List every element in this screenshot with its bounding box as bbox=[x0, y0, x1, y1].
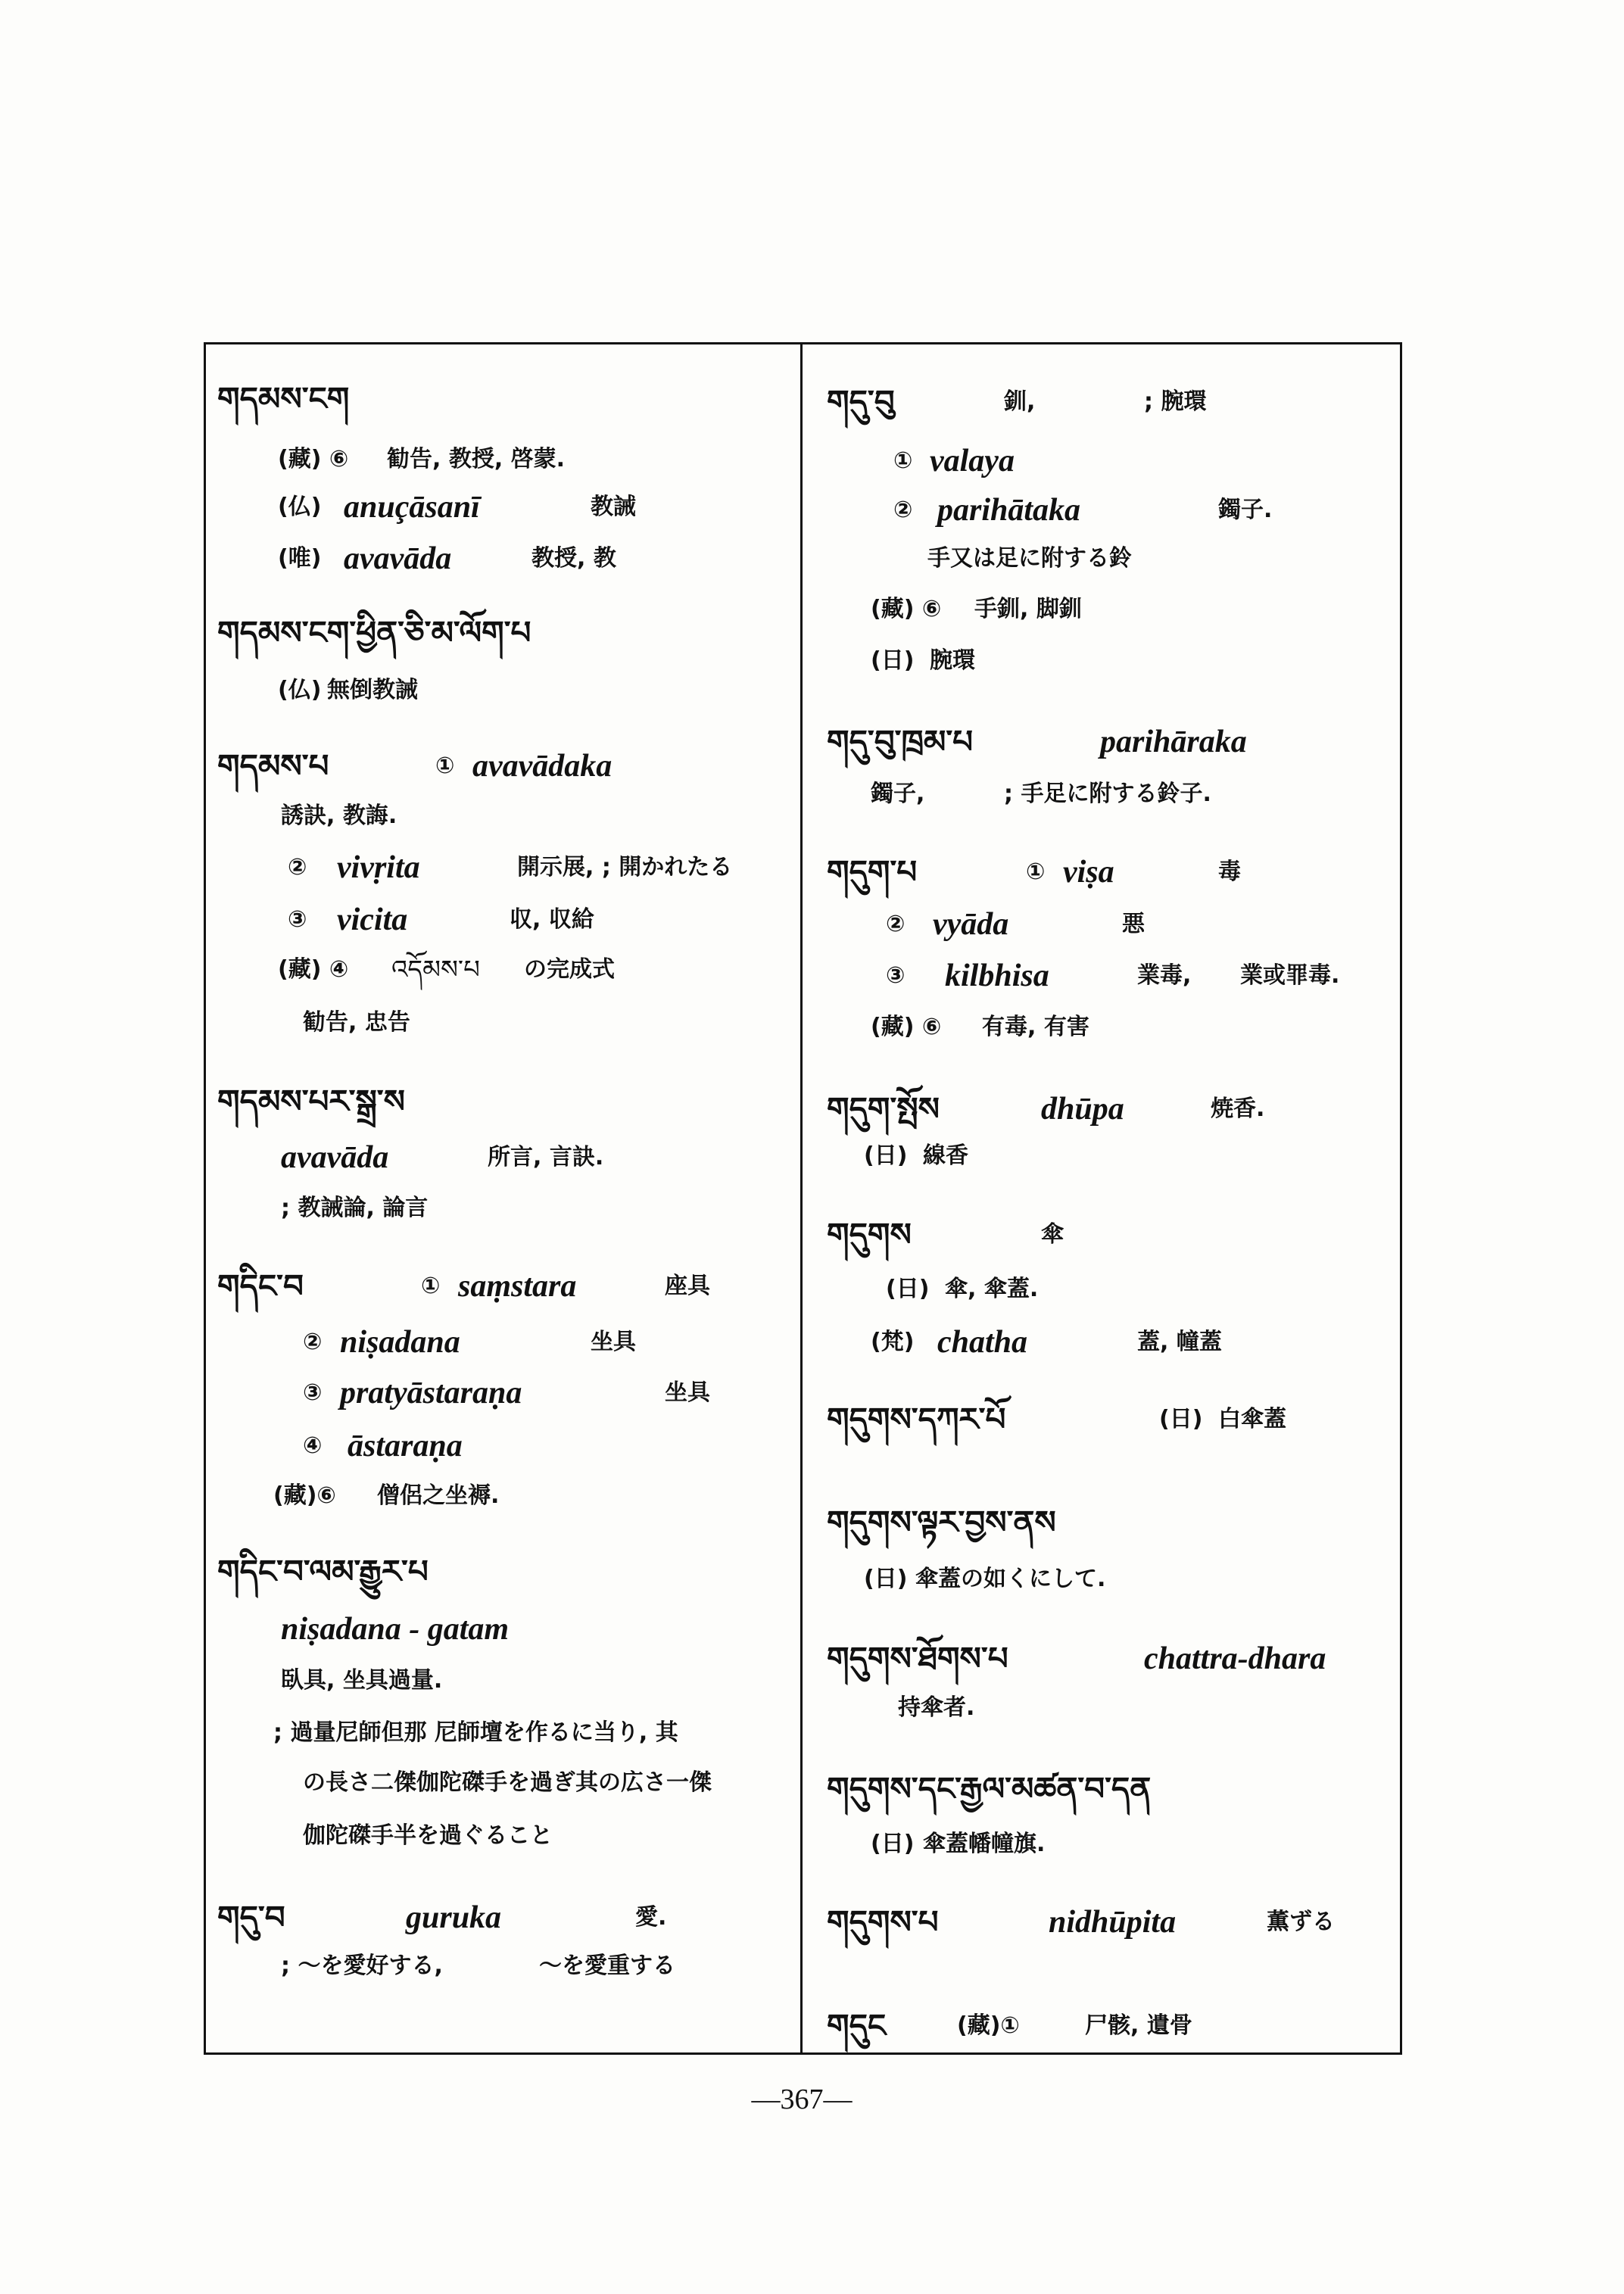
japanese-gloss: 開示展, ; 開かれたる bbox=[517, 854, 733, 881]
japanese-gloss: 愛. bbox=[635, 1904, 667, 1931]
sense-number: ② bbox=[893, 497, 913, 523]
sanskrit-term: nidhūpita bbox=[1049, 1905, 1177, 1940]
entry-headword: གདུ་བུ་ཁྲམ་པ bbox=[827, 723, 974, 760]
right-column bbox=[804, 344, 1400, 2052]
japanese-gloss: 毒 bbox=[1218, 859, 1241, 885]
sanskrit-term: valaya bbox=[930, 444, 1015, 478]
source-label: (日) bbox=[864, 1566, 908, 1592]
source-label: (日) bbox=[871, 647, 915, 674]
japanese-gloss: 座具 bbox=[665, 1273, 710, 1299]
entry-headword: གདམས་ངག་ཕྱིན་ཅི་མ་ལོག་པ bbox=[217, 614, 531, 651]
source-label: (日) bbox=[871, 1831, 915, 1857]
entry-headword: གདམས་ངག bbox=[217, 380, 350, 417]
japanese-gloss: 僧侶之坐褥. bbox=[377, 1482, 500, 1509]
sense-number: ① bbox=[435, 753, 455, 779]
japanese-gloss: 教誡 bbox=[591, 494, 636, 520]
japanese-gloss: 伽陀磔手半を過ぐること bbox=[303, 1822, 553, 1849]
japanese-gloss: 腕環 bbox=[930, 647, 975, 674]
japanese-gloss: 蓋, 幢蓋 bbox=[1137, 1329, 1222, 1355]
source-label: (梵) bbox=[871, 1329, 915, 1355]
japanese-gloss: 手又は足に附する鈴 bbox=[927, 545, 1132, 572]
sanskrit-term: avavāda bbox=[281, 1140, 389, 1175]
japanese-gloss: 白傘蓋 bbox=[1218, 1406, 1286, 1432]
sanskrit-term: niṣadana - gatam bbox=[281, 1612, 510, 1647]
sanskrit-term: dhūpa bbox=[1041, 1092, 1124, 1127]
japanese-gloss: 持傘者. bbox=[898, 1694, 975, 1721]
entry-headword: གདུག་སྤོས bbox=[827, 1090, 940, 1127]
page-number: —367— bbox=[751, 2084, 853, 2115]
sense-number: ④ bbox=[303, 1432, 323, 1459]
sanskrit-term: saṃstara bbox=[458, 1269, 577, 1304]
entry-headword: གདུགས་པ bbox=[827, 1903, 939, 1940]
sanskrit-term: parihāraka bbox=[1100, 725, 1247, 759]
source-label: (仏) bbox=[278, 677, 322, 703]
japanese-gloss: 収, 収給 bbox=[510, 906, 594, 933]
japanese-gloss: 坐具 bbox=[665, 1379, 710, 1406]
sanskrit-term: chattra-dhara bbox=[1144, 1641, 1326, 1676]
sanskrit-term: guruka bbox=[406, 1900, 502, 1935]
entry-headword: གདུ་བ bbox=[217, 1899, 285, 1936]
japanese-gloss: 尸骸, 遺骨 bbox=[1085, 2012, 1192, 2039]
entry-headword: གདིང་བ་ལམ་རྒྱུར་པ bbox=[217, 1553, 429, 1590]
japanese-gloss: ; 手足に附する鈴子. bbox=[1004, 781, 1211, 807]
japanese-gloss: 釧, bbox=[1004, 388, 1036, 415]
entry-headword: གདུག་པ bbox=[827, 853, 918, 890]
sense-number: ③ bbox=[288, 906, 307, 933]
sanskrit-term: vyāda bbox=[933, 907, 1009, 942]
source-label: (藏) ⑥ bbox=[871, 596, 942, 622]
source-label: (藏)① bbox=[957, 2012, 1020, 2039]
sense-number: ② bbox=[303, 1329, 323, 1355]
japanese-gloss: 傘 bbox=[1041, 1221, 1064, 1248]
sense-number: ① bbox=[421, 1273, 441, 1299]
japanese-gloss: ; ～を愛好する, bbox=[281, 1953, 443, 1979]
japanese-gloss: ; 過量尼師但那 尼師壇を作るに当り, 其 bbox=[273, 1719, 678, 1746]
japanese-gloss: の長さ二傑伽陀磔手を過ぎ其の広さ一傑 bbox=[303, 1769, 712, 1796]
source-label: (藏) ⑥ bbox=[871, 1014, 942, 1040]
sanskrit-term: kilbhisa bbox=[945, 958, 1049, 993]
japanese-gloss: 勧告, 忠告 bbox=[303, 1009, 410, 1036]
japanese-gloss: 坐具 bbox=[591, 1329, 636, 1355]
japanese-gloss: 鐲子. bbox=[1218, 497, 1273, 523]
column-divider bbox=[800, 342, 803, 2055]
entry-headword: གདུ་བུ bbox=[827, 383, 895, 420]
japanese-gloss: ; 教誡論, 論言 bbox=[281, 1195, 429, 1221]
sanskrit-term: avavādaka bbox=[472, 749, 613, 784]
japanese-gloss: 手釧, 脚釧 bbox=[974, 596, 1082, 622]
japanese-gloss: 鐲子, bbox=[871, 781, 925, 807]
japanese-gloss: 悪 bbox=[1122, 911, 1145, 937]
japanese-gloss: 傘, 傘蓋. bbox=[945, 1276, 1039, 1302]
entry-headword: གདུགས་དང་རྒྱལ་མཚན་བ་དན bbox=[827, 1770, 1152, 1807]
sense-number: ② bbox=[288, 854, 307, 881]
japanese-gloss: 傘蓋幡幢旗. bbox=[923, 1831, 1046, 1857]
japanese-gloss: 無倒教誡 bbox=[327, 677, 418, 703]
sanskrit-term: viṣa bbox=[1063, 855, 1114, 890]
entry-headword: གདུགས bbox=[827, 1216, 912, 1253]
entry-headword: གདུང bbox=[827, 2007, 887, 2044]
tibetan-term: འདོམས་པ bbox=[391, 955, 480, 985]
entry-headword: གདུགས་དཀར་པོ bbox=[827, 1401, 1006, 1438]
sanskrit-term: vicita bbox=[337, 902, 408, 937]
sanskrit-term: chatha bbox=[937, 1325, 1028, 1360]
japanese-gloss: 傘蓋の如くにして. bbox=[915, 1566, 1106, 1592]
sense-number: ① bbox=[1026, 859, 1046, 885]
japanese-gloss: の完成式 bbox=[524, 956, 615, 983]
sanskrit-term: niṣadana bbox=[340, 1325, 460, 1360]
japanese-gloss: 薫ずる bbox=[1267, 1909, 1335, 1935]
sanskrit-term: parihātaka bbox=[937, 493, 1081, 528]
entry-headword: གདུགས་ལྟར་བྱས་ནས bbox=[827, 1504, 1056, 1541]
sense-number: ③ bbox=[886, 962, 906, 989]
japanese-gloss: 誘訣, 教誨. bbox=[281, 803, 397, 829]
japanese-gloss: 臥具, 坐具過量. bbox=[281, 1667, 443, 1694]
sense-number: ① bbox=[893, 447, 913, 474]
japanese-gloss: 線香 bbox=[923, 1142, 968, 1169]
sense-number: ③ bbox=[303, 1379, 323, 1406]
japanese-gloss: 焼香. bbox=[1211, 1096, 1265, 1122]
japanese-gloss: 業毒, bbox=[1137, 962, 1192, 989]
sanskrit-term: vivṛita bbox=[337, 850, 420, 885]
sanskrit-term: anuçāsanī bbox=[344, 490, 480, 525]
sense-number: ② bbox=[886, 911, 906, 937]
source-label: (藏)⑥ bbox=[273, 1482, 336, 1509]
japanese-gloss: ～を愛重する bbox=[539, 1953, 675, 1979]
sanskrit-term: pratyāstaraṇa bbox=[340, 1376, 522, 1410]
source-label: (日) bbox=[864, 1142, 908, 1169]
entry-headword: གདིང་བ bbox=[217, 1267, 304, 1304]
japanese-gloss: 教授, 教 bbox=[531, 545, 616, 572]
source-label: (藏) ④ bbox=[278, 956, 349, 983]
japanese-gloss: 業或罪毒. bbox=[1240, 962, 1340, 989]
source-label: (日) bbox=[886, 1276, 930, 1302]
entry-headword: གདམས་པ bbox=[217, 747, 329, 784]
source-label: (日) bbox=[1159, 1406, 1203, 1432]
sanskrit-term: avavāda bbox=[344, 541, 452, 576]
japanese-gloss: ; 腕環 bbox=[1144, 388, 1207, 415]
source-label: (仏) bbox=[278, 494, 322, 520]
source-label: (唯) bbox=[278, 545, 322, 572]
source-label: (藏) ⑥ bbox=[278, 446, 349, 472]
entry-headword: གདམས་པར་སྒྲ་ས bbox=[217, 1083, 405, 1120]
left-column bbox=[206, 344, 800, 2052]
japanese-gloss: 所言, 言訣. bbox=[488, 1144, 604, 1170]
entry-headword: གདུགས་ཐོགས་པ bbox=[827, 1640, 1008, 1677]
japanese-gloss: 有毒, 有害 bbox=[982, 1014, 1089, 1040]
sanskrit-term: āstaraṇa bbox=[348, 1429, 463, 1463]
japanese-gloss: 勧告, 教授, 啓蒙. bbox=[387, 446, 566, 472]
